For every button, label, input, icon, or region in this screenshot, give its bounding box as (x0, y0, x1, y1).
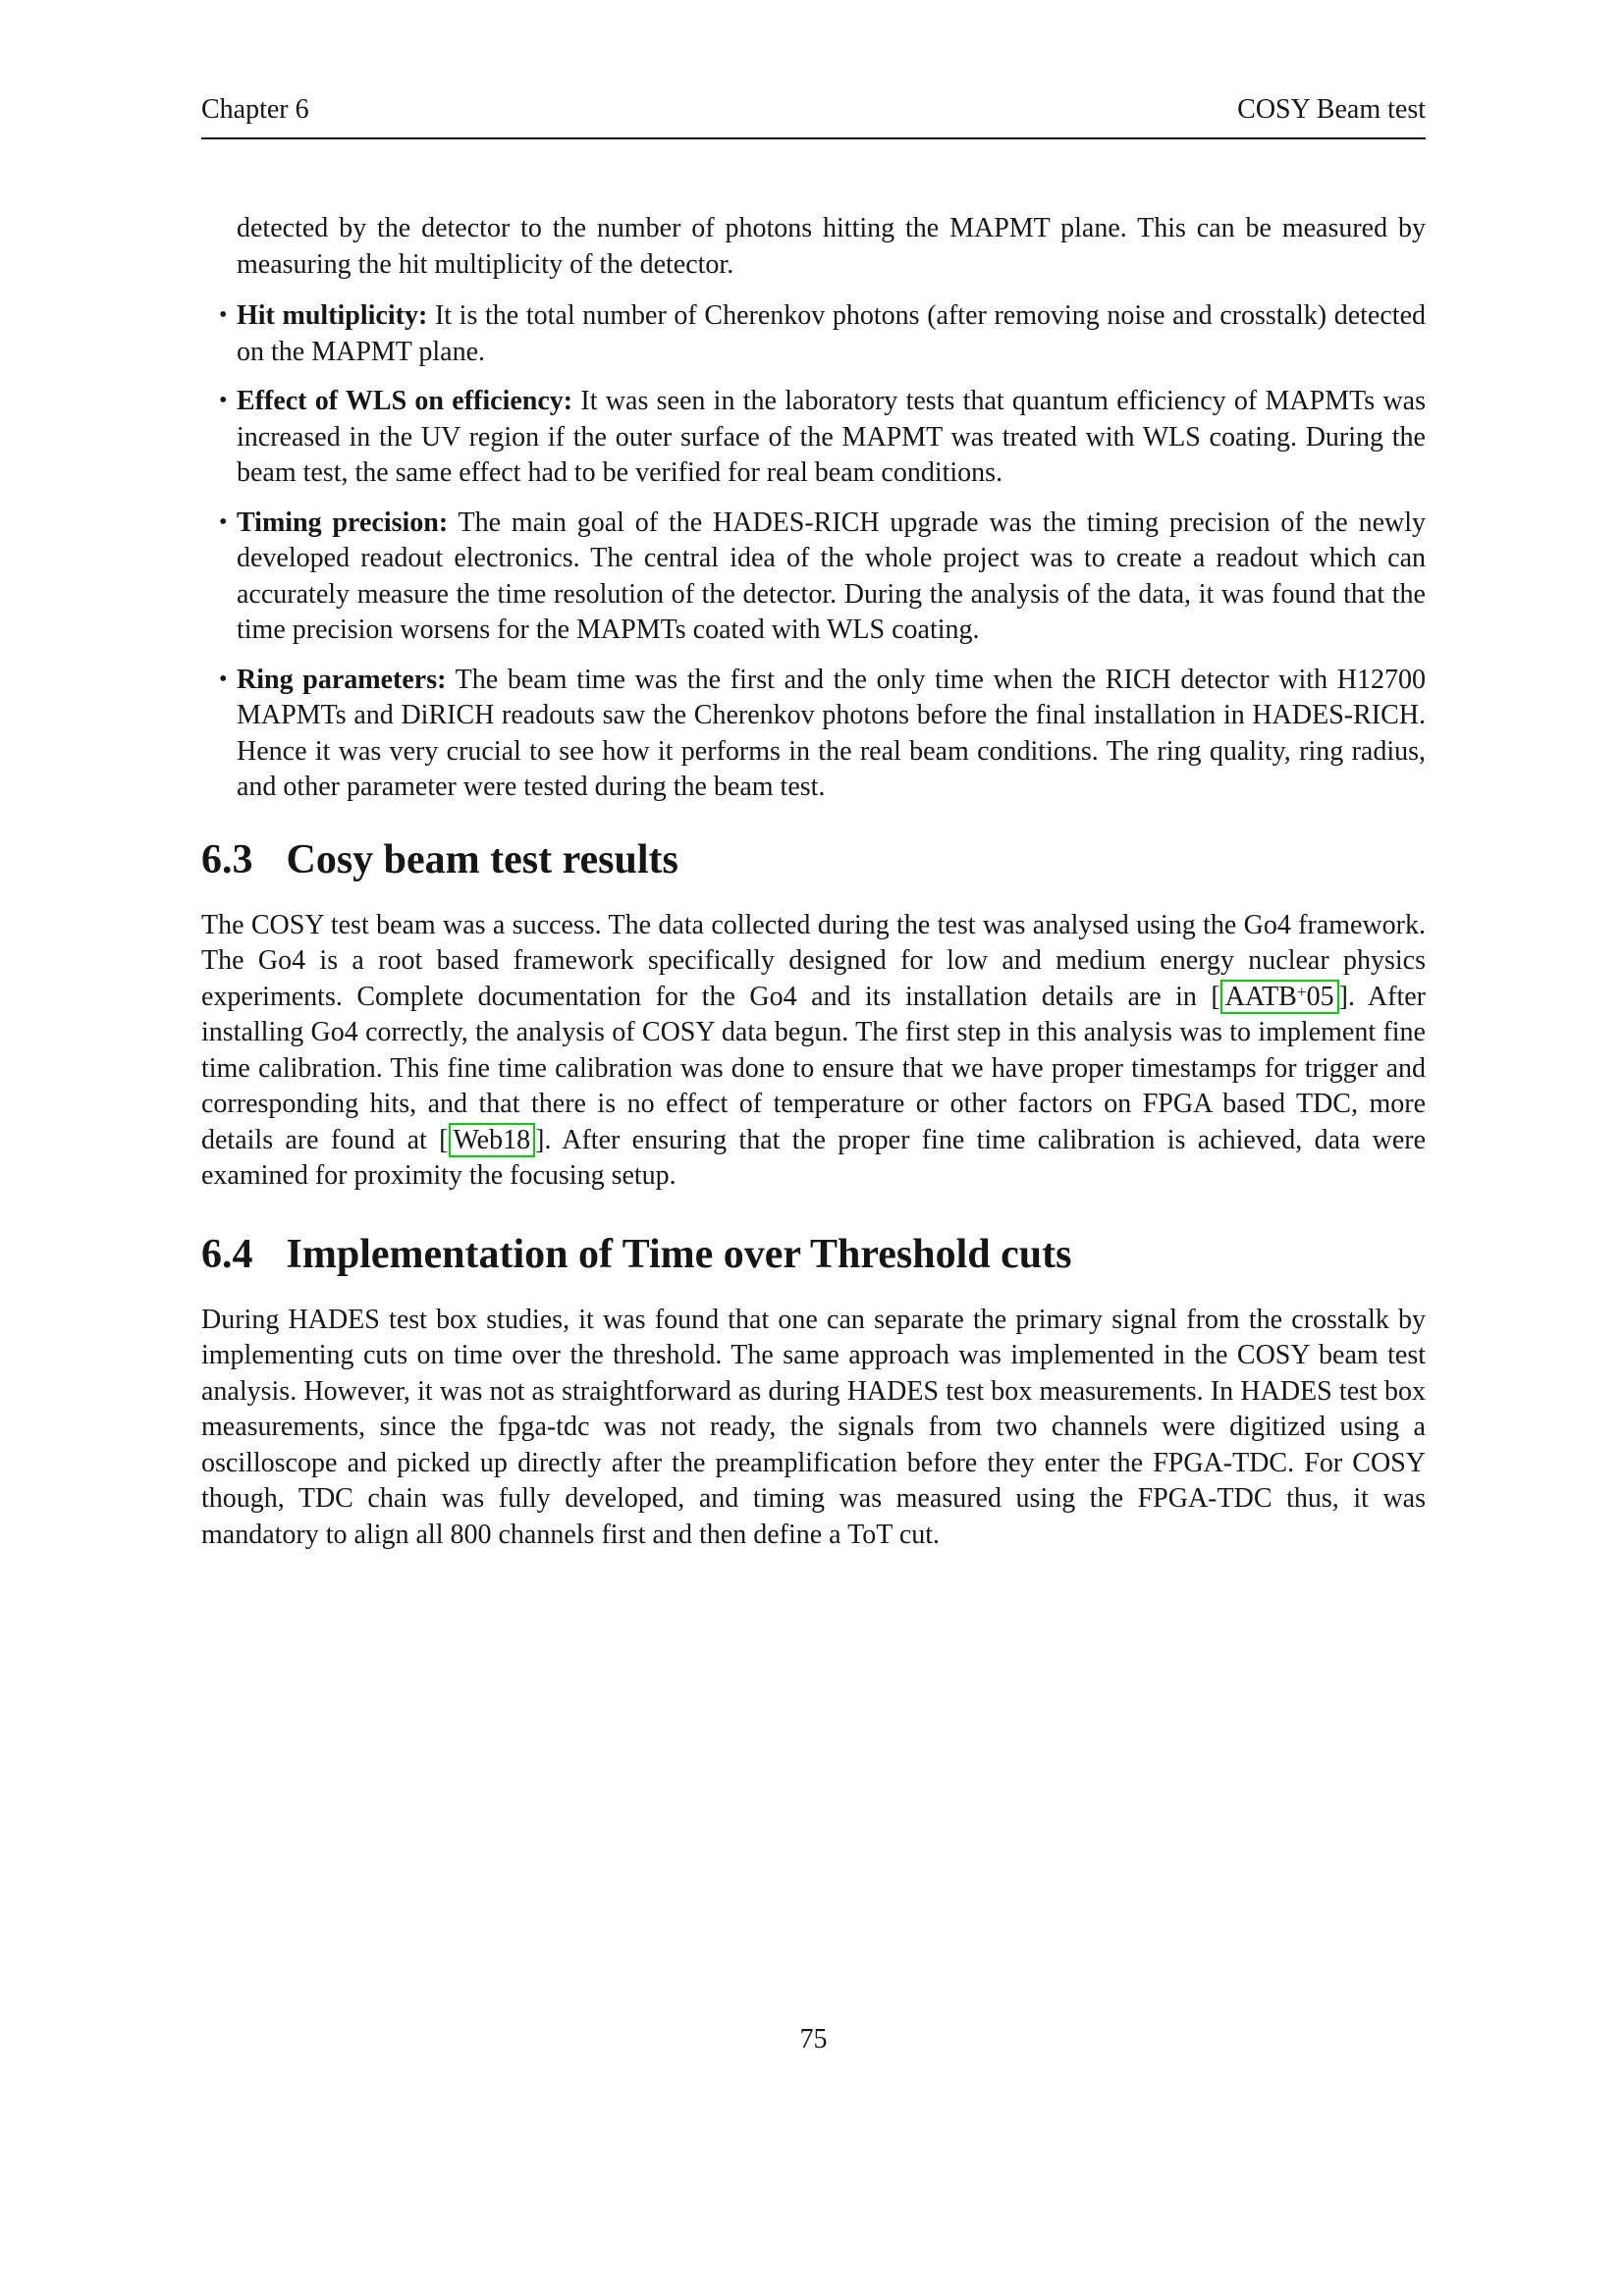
bullet-label: Hit multiplicity: (237, 300, 428, 331)
list-item-timing-precision (219, 506, 1427, 649)
section-title: Cosy beam test results (286, 836, 678, 882)
section-6-4-heading (201, 1230, 1426, 1279)
list-item-ring-parameters (219, 663, 1426, 806)
bullet-icon: • (219, 302, 228, 328)
citation-text: AATB (1224, 981, 1297, 1012)
intro-paragraph: detected by the detector to the number of photons hitting the MAPMT plane. This can be measured by measuring the hit multiplicity of the detector. (237, 213, 1426, 280)
section-6-4-paragraph: During HADES test box studies, it was found that one can separate the primary signal from the crosstalk by implementing cuts on time over the threshold. The same approach was implemented in the COSY beam test analysis. However, it was not as straightforward as during HADES test box measurements. In HADES test box measurements, since the fpga-tdc was not ready, the signals from two channels were digitized using a oscilloscope and picked up directly after the preamplification before they enter the FPGA-TDC. For COSY though, TDC chain was fully developed, and timing was measured using the FPGA-TDC thus, it was mandatory to align all 800 channels first and then define a ToT cut. (201, 1304, 1426, 1550)
bullet-text: The main goal of the HADES-RICH upgrade was the timing precision of the newly developed readout electronics. The central idea of the whole project was to create a readout which can accurately measure the time resolution of the detector. During the analysis of the data, it was found that the time precision worsens for the MAPMTs coated with WLS coating. (237, 507, 1427, 645)
page-footer (201, 2022, 1426, 2058)
bullet-list (201, 298, 1426, 806)
list-item-wls-efficiency (219, 384, 1426, 492)
paragraph-text: ]. After installing Go4 correctly, the analysis of COSY data begun. The first step in this analysis was to implement fine time calibration. This fine time calibration was done to ensure that we have proper timestamps for trigger and corresponding hits, and that there is no effect of temperature or other factors on FPGA based TDC, more details are found at [ (201, 981, 1426, 1155)
bullet-label: Timing precision: (237, 507, 449, 538)
header-chapter-label: Chapter 6 (201, 94, 309, 125)
section-number: 6.3 (201, 836, 253, 882)
header-section-label: COSY Beam test (1237, 94, 1426, 125)
page-content (201, 211, 1426, 1553)
paragraph-text: The COSY test beam was a success. The data collected during the test was analysed using the Go4 framework. The Go4 is a root based framework specifically designed for low and medium energy nuclear physics experiments. Complete documentation for the Go4 and its installation details are in [ (201, 909, 1426, 1012)
running-header (201, 92, 1426, 139)
section-number: 6.4 (201, 1231, 253, 1277)
bullet-text: It is the total number of Cherenkov photons (after removing noise and crosstalk) detected on the MAPMT plane. (237, 300, 1426, 367)
citation-link-aatb05[interactable] (1220, 980, 1339, 1014)
bullet-label: Effect of WLS on efficiency: (237, 386, 573, 416)
section-6-3-paragraph (201, 908, 1426, 1195)
bullet-text: The beam time was the first and the only time when the RICH detector with H12700 MAPMTs and DiRICH readouts saw the Cherenkov photons before the final installation in HADES-RICH. Hence it was very crucial to see how it performs in the real beam conditions. The ring quality, ring radius, and other parameter were tested during the beam test. (237, 664, 1426, 802)
citation-year: 05 (1306, 981, 1334, 1012)
bullet-icon: • (219, 388, 228, 413)
bullet-icon: • (219, 508, 228, 535)
bullet-icon: • (219, 666, 228, 692)
paragraph-text: ]. After ensuring that the proper fine time calibration is achieved, data were examined for proximity the focusing setup. (201, 1124, 1427, 1191)
section-title: Implementation of Time over Threshold cuts (286, 1231, 1072, 1277)
citation-superscript: + (1296, 982, 1307, 1001)
page-number: 75 (799, 2024, 828, 2055)
list-item-hit-multiplicity (219, 298, 1426, 370)
bullet-text: It was seen in the laboratory tests that quantum efficiency of MAPMTs was increased in the UV region if the outer surface of the MAPMT was treated with WLS coating. During the beam test, the same effect had to be verified for real beam conditions. (237, 386, 1426, 488)
section-6-3-heading (201, 835, 1426, 884)
bullet-label: Ring parameters: (237, 664, 447, 695)
citation-link-web18[interactable]: Web18 (449, 1123, 536, 1157)
